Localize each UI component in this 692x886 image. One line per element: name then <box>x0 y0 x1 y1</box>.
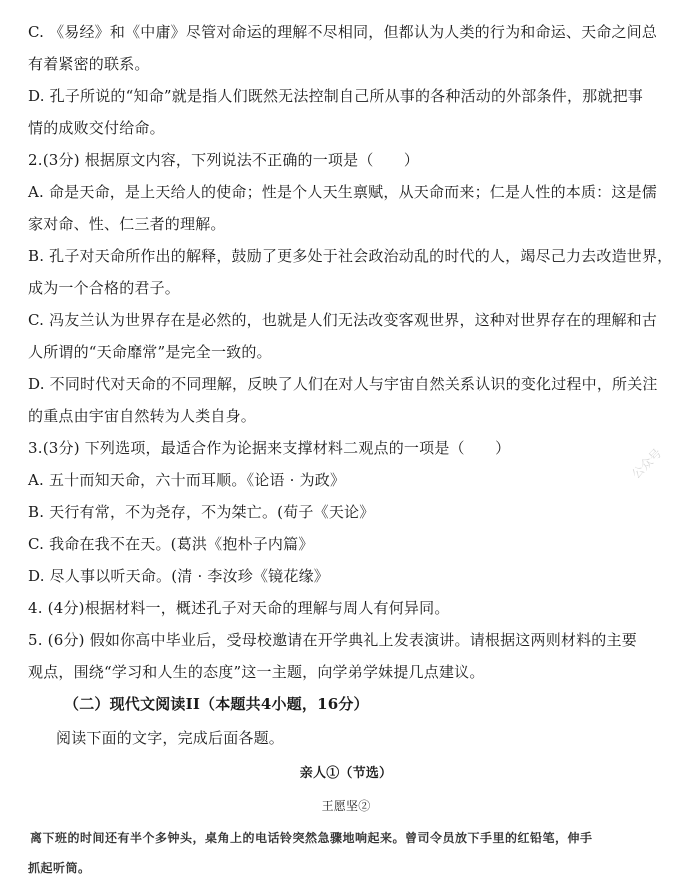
question-5: 5. (6分) 假如你高中毕业后，受母校邀请在开学典礼上发表演讲。请根据这两则材料的主要 <box>28 631 637 649</box>
option-c: C. 冯友兰认为世界存在是必然的，也就是人们无法改变客观世界，这种对世界存在的理解和古 <box>28 311 658 329</box>
story-author: 王愿坚② <box>321 799 371 813</box>
story-title: 亲人①（节选） <box>299 766 393 781</box>
text-line: C. 《易经》和《中庸》尽管对命运的理解不尽相同，但都认为人类的行为和命运、天命之间总 <box>28 23 658 41</box>
option-a: A. 命是天命，是上天给人的使命；性是个人天生禀赋，从天命而来；仁是人性的本质：这是儒 <box>28 183 657 201</box>
option-d: D. 尽人事以听天命。(清 · 李汝珍《镜花缘》 <box>28 567 329 585</box>
text-line: D. 孔子所说的“知命”就是指人们既然无法控制自己所从事的各种活动的外部条件，那就把事 <box>28 87 643 105</box>
option-d: D. 不同时代对天命的不同理解，反映了人们在对人与宇宙自然关系认识的变化过程中，所关注 <box>28 375 658 393</box>
text-line: 观点，围绕“学习和人生的态度”这一主题，向学弟学妹提几点建议。 <box>28 663 485 681</box>
story-paragraph: 抓起听筒。 <box>28 861 91 875</box>
story-paragraph: 离下班的时间还有半个多钟头，桌角上的电话铃突然急骤地响起来。曾司令员放下手里的红铅笔，伸手 <box>30 831 593 845</box>
section-heading: （二）现代文阅读II（本题共4小题，16分） <box>64 695 369 713</box>
text-line: 有着紧密的联系。 <box>28 55 150 73</box>
option-b: B. 孔子对天命所作出的解释，鼓励了更多处于社会政治动乱的时代的人，竭尽己力去改造世界， <box>28 247 673 265</box>
option-b: B. 天行有常，不为尧存，不为桀亡。(荀子《天论》 <box>28 503 375 521</box>
instruction: 阅读下面的文字，完成后面各题。 <box>56 729 285 747</box>
option-a: A. 五十而知天命，六十而耳顺。《论语 · 为政》 <box>28 471 346 489</box>
text-line: 人所谓的“天命靡常”是完全一致的。 <box>28 343 272 361</box>
text-line: 情的成败交付给命。 <box>28 119 165 137</box>
watermark: 公众号 <box>628 445 665 482</box>
text-line: 家对命、性、仁三者的理解。 <box>28 215 226 233</box>
text-line: 成为一个合格的君子。 <box>28 279 181 297</box>
text-line: 的重点由宇宙自然转为人类自身。 <box>28 407 257 425</box>
question-3: 3.(3分) 下列选项，最适合作为论据来支撑材料二观点的一项是（ ） <box>28 439 511 457</box>
question-4: 4. (4分)根据材料一，概述孔子对天命的理解与周人有何异同。 <box>28 599 450 617</box>
question-2: 2.(3分) 根据原文内容，下列说法不正确的一项是（ ） <box>28 151 420 169</box>
option-c: C. 我命在我不在天。(葛洪《抱朴子内篇》 <box>28 535 314 553</box>
